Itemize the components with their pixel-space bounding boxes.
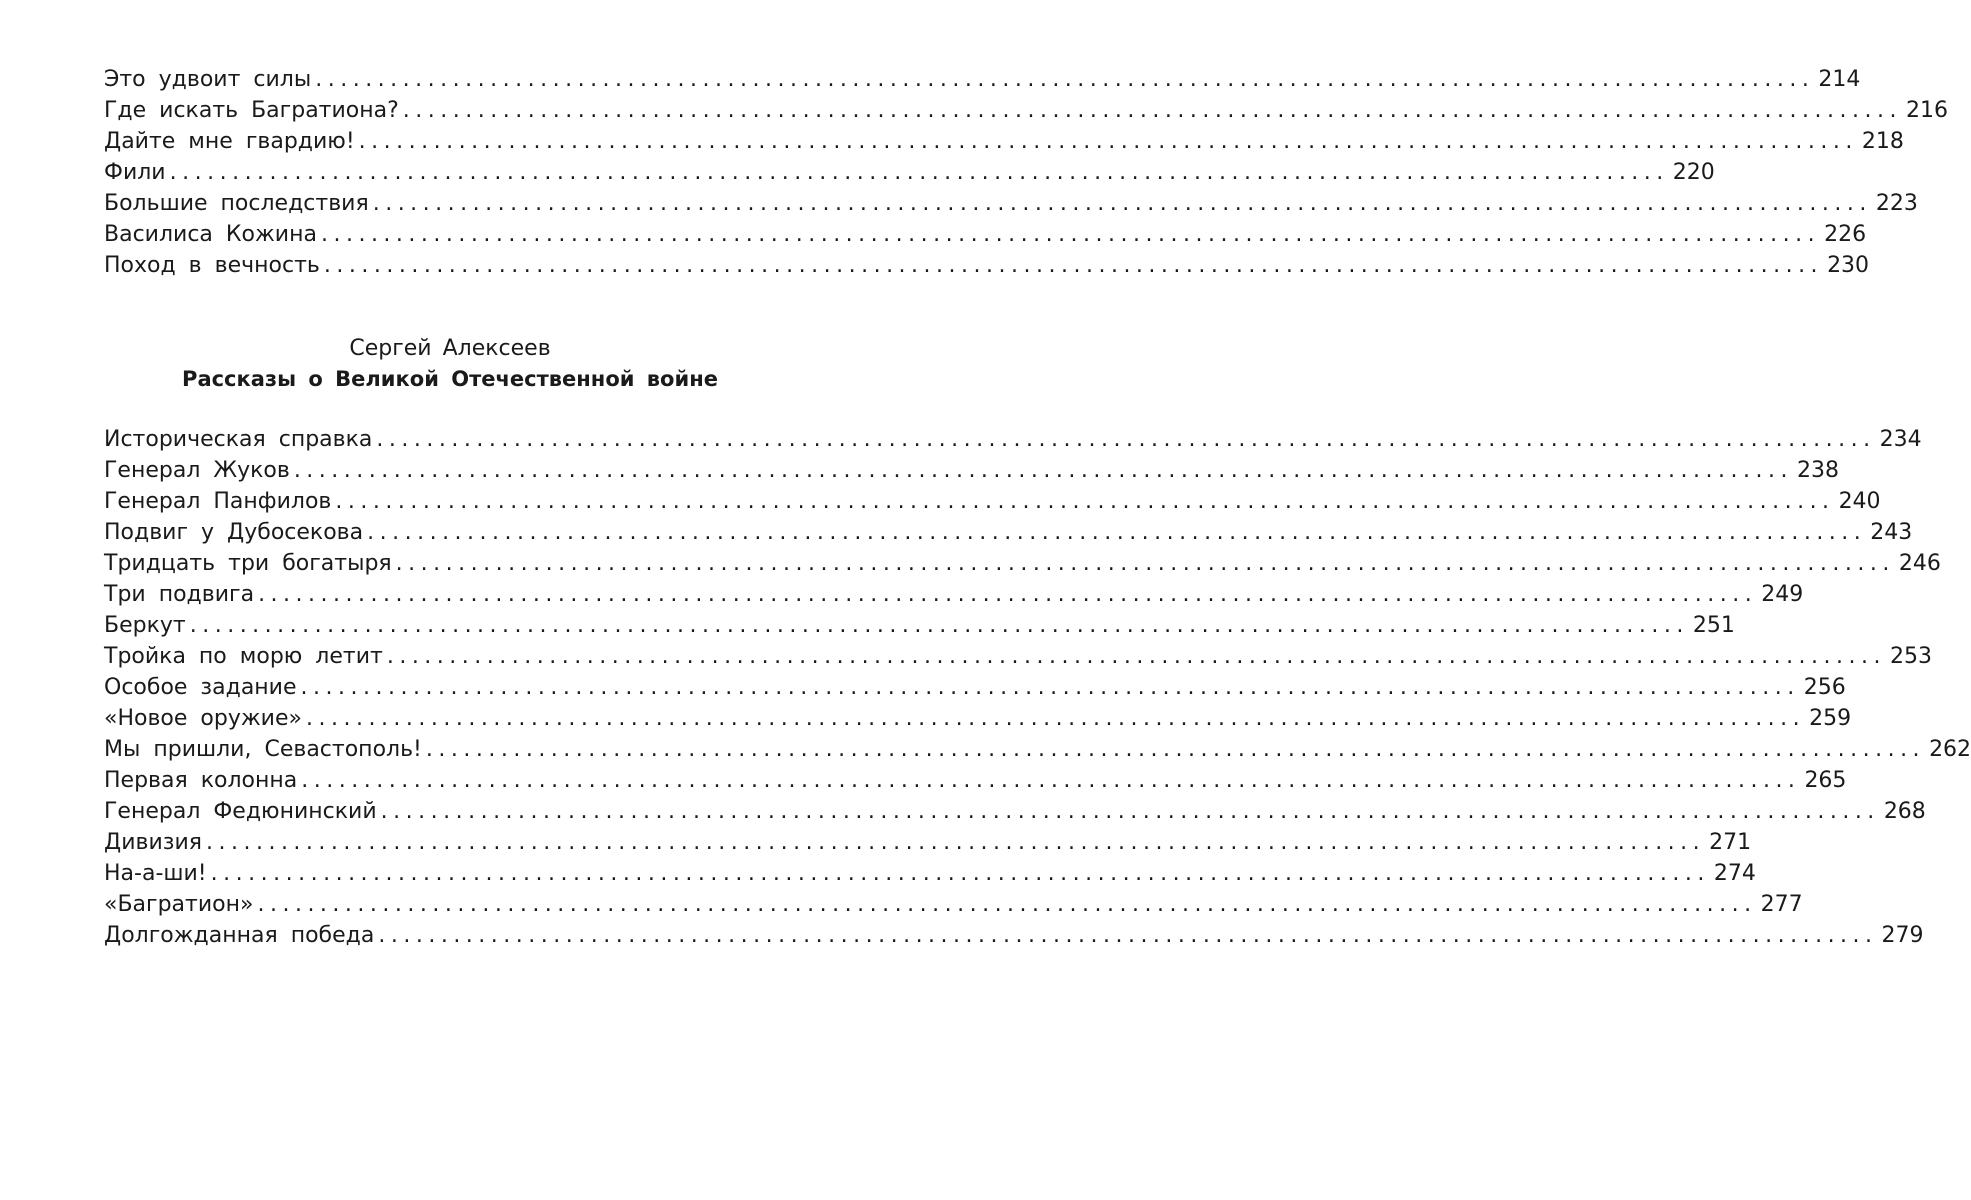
dot-leader: ........................................................................................................................: [257, 892, 1757, 917]
toc-entry: [104, 579, 1804, 610]
dot-leader: ........................................................................................................................: [301, 768, 1801, 793]
toc-entry-title: Подвиг у Дубосекова: [104, 520, 364, 545]
toc-entry-page-number: 220: [1672, 160, 1715, 185]
dot-leader: ........................................................................................................................: [205, 830, 1706, 855]
section-title: Рассказы о Великой Отечественной войне: [182, 367, 718, 391]
dot-leader: ........................................................................................................................: [189, 613, 1689, 638]
toc-entry: [104, 765, 1847, 796]
dot-leader: ........................................................................................................................: [315, 67, 1815, 92]
toc-entry-title: На-а-ши!: [104, 861, 207, 886]
toc-entry-page-number: 279: [1881, 923, 1924, 948]
dot-leader: ........................................................................................................................: [258, 582, 1758, 607]
toc-list-part-1: [104, 64, 1948, 281]
toc-entry-title: Генерал Панфилов: [104, 489, 332, 514]
toc-entry-title: Генерал Жуков: [104, 458, 290, 483]
toc-entry: [104, 734, 1971, 765]
dot-leader: ........................................................................................................................: [376, 427, 1876, 452]
toc-entry: [104, 796, 1926, 827]
toc-entry-page-number: 214: [1818, 67, 1861, 92]
dot-leader: ........................................................................................................................: [305, 706, 1806, 731]
toc-entry-page-number: 216: [1905, 98, 1948, 123]
dot-leader: ........................................................................................................................: [335, 489, 1835, 514]
toc-entry-page-number: 256: [1803, 675, 1846, 700]
toc-entry: [104, 455, 1839, 486]
toc-entry: [104, 610, 1735, 641]
toc-entry: [104, 250, 1870, 281]
toc-entry-page-number: 249: [1761, 582, 1804, 607]
toc-entry-page-number: 259: [1809, 706, 1852, 731]
dot-leader: ........................................................................................................................: [210, 861, 1710, 886]
toc-entry: [104, 486, 1881, 517]
toc-entry: [104, 672, 1846, 703]
toc-entry: [104, 548, 1941, 579]
toc-entry-page-number: 226: [1824, 222, 1867, 247]
toc-entry-page-number: 218: [1861, 129, 1904, 154]
toc-entry: [104, 64, 1861, 95]
toc-entry-page-number: 253: [1890, 644, 1933, 669]
toc-entry-title: Дивизия: [104, 830, 202, 855]
toc-entry-page-number: 271: [1709, 830, 1752, 855]
toc-entry-title: «Новое оружие»: [104, 706, 302, 731]
toc-entry-title: Первая колонна: [104, 768, 298, 793]
toc-entry: [104, 157, 1715, 188]
toc-entry-title: Мы пришли, Севастополь!: [104, 737, 422, 762]
toc-entry-page-number: 277: [1760, 892, 1803, 917]
toc-entry-page-number: 265: [1804, 768, 1847, 793]
toc-entry-title: Генерал Федюнинский: [104, 799, 377, 824]
toc-entry-title: «Багратион»: [104, 892, 254, 917]
toc-list-part-2: [104, 424, 1971, 951]
toc-entry: [104, 641, 1933, 672]
toc-entry-page-number: 251: [1692, 613, 1735, 638]
toc-entry: [104, 889, 1803, 920]
toc-entry-page-number: 230: [1827, 253, 1870, 278]
toc-entry-title: Тридцать три богатыря: [104, 551, 392, 576]
toc-entry-title: Фили: [104, 160, 166, 185]
toc-entry-title: Василиса Кожина: [104, 222, 317, 247]
toc-entry: [104, 95, 1948, 126]
dot-leader: ........................................................................................................................: [320, 222, 1821, 247]
toc-entry-page-number: 238: [1797, 458, 1839, 483]
toc-entry-title: Особое задание: [104, 675, 297, 700]
toc-entry-title: Долгожданная победа: [104, 923, 375, 948]
toc-entry-title: Три подвига: [104, 582, 255, 607]
toc-entry: [104, 219, 1867, 250]
dot-leader: ........................................................................................................................: [293, 458, 1793, 483]
dot-leader: ........................................................................................................................: [358, 129, 1858, 154]
toc-entry-page-number: 240: [1838, 489, 1881, 514]
toc-entry-title: Большие последствия: [104, 191, 369, 216]
toc-entry-title: Дайте мне гвардию!: [104, 129, 355, 154]
toc-entry-page-number: 268: [1883, 799, 1926, 824]
toc-entry-page-number: 234: [1879, 427, 1922, 452]
toc-entry: [104, 827, 1752, 858]
toc-entry-title: Это удвоит силы: [104, 67, 312, 92]
toc-entry-page-number: 223: [1875, 191, 1918, 216]
dot-leader: ........................................................................................................................: [169, 160, 1669, 185]
toc-entry: [104, 858, 1756, 889]
toc-entry-title: Тройка по морю летит: [104, 644, 383, 669]
toc-entry: [104, 703, 1852, 734]
dot-leader: ........................................................................................................................: [395, 551, 1895, 576]
toc-entry-title: Историческая справка: [104, 427, 373, 452]
toc-entry-title: Беркут: [104, 613, 186, 638]
toc-entry-title: Поход в вечность: [104, 253, 320, 278]
dot-leader: ........................................................................................................................: [300, 675, 1800, 700]
toc-entry: [104, 517, 1913, 548]
toc-entry-page-number: 262: [1929, 737, 1971, 762]
toc-entry: [104, 188, 1918, 219]
dot-leader: ........................................................................................................................: [425, 737, 1926, 762]
dot-leader: ........................................................................................................................: [402, 98, 1902, 123]
toc-entry-page-number: 274: [1713, 861, 1756, 886]
toc-entry: [104, 126, 1904, 157]
toc-entry-title: Где искать Багратиона?: [104, 98, 399, 123]
toc-entry: [104, 424, 1922, 455]
section-author: Сергей Алексеев: [349, 336, 551, 361]
dot-leader: ........................................................................................................................: [367, 520, 1867, 545]
dot-leader: ........................................................................................................................: [323, 253, 1824, 278]
toc-entry-page-number: 246: [1898, 551, 1941, 576]
toc-entry: [104, 920, 1924, 951]
dot-leader: ........................................................................................................................: [380, 799, 1880, 824]
dot-leader: ........................................................................................................................: [386, 644, 1887, 669]
toc-entry-page-number: 243: [1870, 520, 1913, 545]
dot-leader: ........................................................................................................................: [378, 923, 1878, 948]
dot-leader: ........................................................................................................................: [372, 191, 1872, 216]
